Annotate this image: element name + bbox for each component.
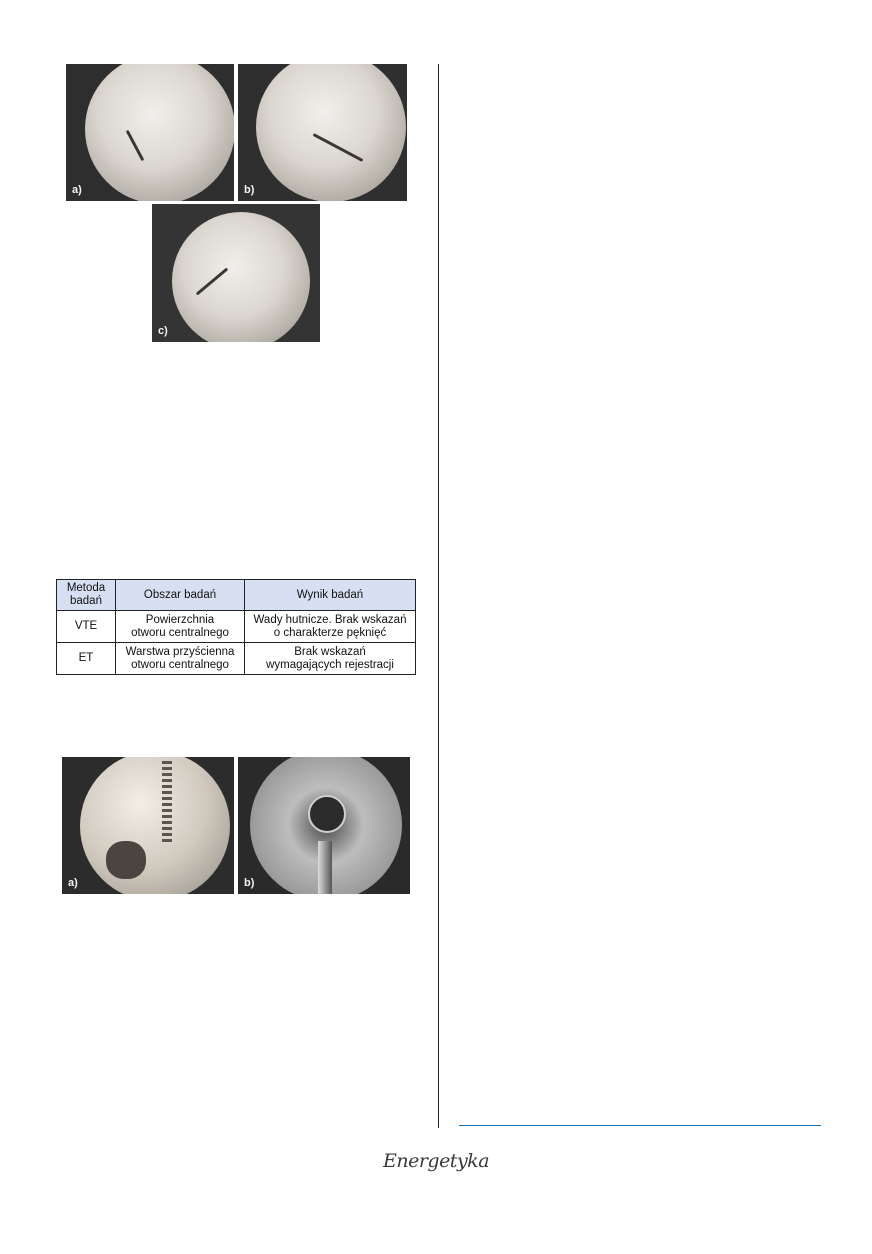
borescope-view xyxy=(80,757,230,894)
cell-area: Powierzchnia otworu centralnego xyxy=(116,611,245,643)
borescope-view xyxy=(85,64,234,201)
figure2-panel-a xyxy=(62,757,234,894)
figure1-panel-b xyxy=(238,64,407,201)
cell-method: ET xyxy=(57,643,116,675)
cell-result: Brak wskazań wymagających rejestracji xyxy=(245,643,416,675)
borescope-view xyxy=(256,64,406,201)
deposit-streak xyxy=(162,761,172,843)
borescope-view xyxy=(172,212,310,342)
column-header-method: Metoda badań xyxy=(57,580,116,611)
cell-result: Wady hutnicze. Brak wskazań o charakterze pęknięć xyxy=(245,611,416,643)
panel-label: a) xyxy=(72,184,82,196)
figure1-panel-c xyxy=(152,204,320,342)
column-header-area: Obszar badań xyxy=(116,580,245,611)
bore-center xyxy=(308,795,346,833)
probe-shadow xyxy=(318,841,332,894)
table-row xyxy=(57,611,416,643)
panel-label: a) xyxy=(68,877,78,889)
figure2-panel-b xyxy=(238,757,410,894)
panel-label: b) xyxy=(244,184,255,196)
cell-area: Warstwa przyścienna otworu centralnego xyxy=(116,643,245,675)
journal-logo: Energetyka xyxy=(382,1150,490,1172)
figure1-panel-a xyxy=(66,64,234,201)
panel-label: c) xyxy=(158,325,168,337)
deposit-mark xyxy=(106,841,146,879)
footnote-rule xyxy=(459,1125,821,1126)
table-row xyxy=(57,643,416,675)
panel-label: b) xyxy=(244,877,255,889)
cell-method: VTE xyxy=(57,611,116,643)
column-divider xyxy=(438,64,439,1128)
results-table xyxy=(56,579,416,675)
table-header-row xyxy=(57,580,416,611)
column-header-result: Wynik badań xyxy=(245,580,416,611)
